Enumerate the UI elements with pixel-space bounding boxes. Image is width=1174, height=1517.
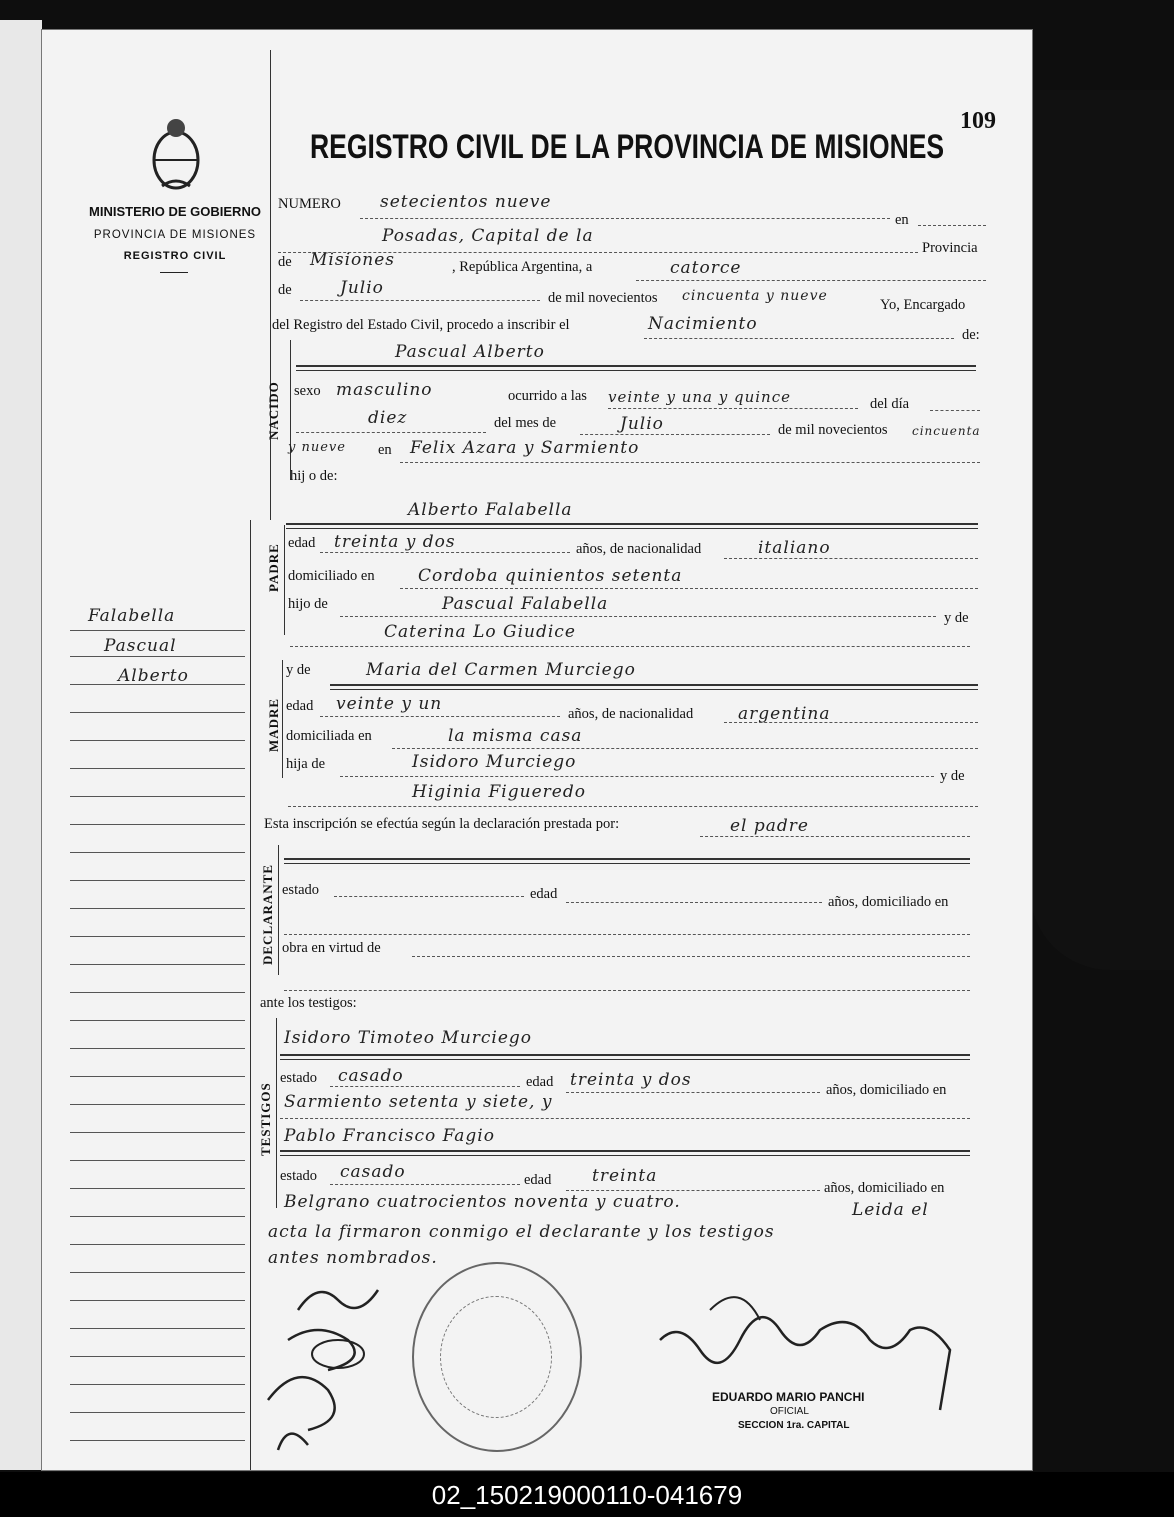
value-testigo1: Isidoro Timoteo Murciego	[284, 1028, 533, 1048]
document-id: 02_150219000110-041679	[431, 1480, 743, 1510]
label-de-mil2: de mil novecientos	[778, 422, 888, 438]
margin-note-surname: Falabella	[88, 606, 176, 626]
value-madre-nac: argentina	[738, 704, 831, 724]
officer-name: EDUARDO MARIO PANCHI	[712, 1390, 865, 1404]
value-cierre2: acta la firmaron conmigo el declarante y los testigos	[268, 1222, 775, 1242]
value-madre-edad: veinte y un	[336, 694, 443, 714]
value-padre-domicilio: Cordoba quinientos setenta	[418, 566, 683, 586]
label-anos-nac-madre: años, de nacionalidad	[568, 706, 694, 722]
value-cierre1: Leida el	[852, 1200, 929, 1220]
value-nombre: Pascual Alberto	[395, 342, 545, 362]
ministry-province: PROVINCIA DE MISIONES	[93, 229, 257, 241]
label-de-colon: de:	[962, 327, 980, 343]
witness-signatures-icon	[258, 1280, 408, 1460]
section-testigos: TESTIGOS	[258, 1082, 273, 1156]
value-dia: catorce	[670, 258, 742, 278]
label-provincia: Provincia	[922, 240, 978, 256]
left-page-edge	[0, 20, 42, 1470]
section-padre: PADRE	[266, 543, 281, 592]
value-anio-nac-a: cincuenta	[912, 424, 981, 438]
value-dia-nac: diez	[368, 408, 408, 428]
label-numero: NUMERO	[278, 196, 341, 212]
label-dom-t2: años, domiciliado en	[824, 1180, 945, 1196]
value-numero: setecientos nueve	[380, 192, 552, 212]
value-padre-y-de: Caterina Lo Giudice	[384, 622, 576, 642]
value-padre-hijo-de: Pascual Falabella	[442, 594, 609, 614]
value-madre-y-de: Higinia Figueredo	[412, 782, 586, 802]
main-rule-lower	[250, 520, 251, 1470]
label-del-mes: del mes de	[494, 415, 557, 431]
value-testigo2-edad: treinta	[592, 1166, 658, 1186]
officer-section: SECCION 1ra. CAPITAL	[738, 1420, 850, 1431]
value-testigo1-edad: treinta y dos	[570, 1070, 692, 1090]
label-de-mil: de mil novecientos	[548, 290, 658, 306]
label-republica: , República Argentina, a	[452, 259, 593, 275]
register-page	[42, 30, 1032, 1470]
label-hijo-de: hij o de:	[290, 468, 338, 484]
label-estado-declarante: estado	[282, 882, 320, 898]
value-provincia: Misiones	[310, 250, 395, 270]
value-padre-nombre: Alberto Falabella	[408, 500, 573, 520]
value-madre-nombre: Maria del Carmen Murciego	[366, 660, 636, 680]
main-rule	[270, 50, 271, 520]
folio-number: 109	[960, 108, 996, 134]
label-en2: en	[378, 442, 392, 458]
value-testigo1-domicilio: Sarmiento setenta y siete, y	[284, 1092, 553, 1112]
label-edad-declarante: edad	[530, 886, 558, 902]
value-madre-hija-de: Isidoro Murciego	[412, 752, 577, 772]
label-domiciliada-madre: domiciliada en	[286, 728, 372, 744]
label-anos-nac-padre: años, de nacionalidad	[576, 541, 702, 557]
label-edad-t1: edad	[526, 1074, 554, 1090]
page-title: REGISTRO CIVIL DE LA PROVINCIA DE MISIONES	[310, 128, 945, 166]
label-ocurrido: ocurrido a las	[508, 388, 587, 404]
value-padre-nac: italiano	[758, 538, 831, 558]
officer-role: OFICIAL	[770, 1406, 809, 1417]
value-mes: Julio	[340, 278, 384, 298]
margin-note-name1: Pascual	[104, 636, 177, 656]
label-y-de-madre: y de	[286, 662, 311, 678]
label-edad-t2: edad	[524, 1172, 552, 1188]
value-sexo: masculino	[336, 380, 433, 400]
section-declarante: DECLARANTE	[260, 863, 275, 965]
value-anio: cincuenta y nueve	[682, 288, 828, 304]
label-de2: de	[278, 282, 292, 298]
value-cierre3: antes nombrados.	[268, 1248, 438, 1268]
label-domiciliado-padre: domiciliado en	[288, 568, 375, 584]
ministry-name: MINISTERIO DE GOBIERNO	[89, 204, 261, 219]
value-lugar: Posadas, Capital de la	[382, 226, 594, 246]
coat-of-arms-icon	[148, 116, 204, 194]
value-hora: veinte y una y quince	[608, 388, 791, 406]
label-ante-testigos: ante los testigos:	[260, 995, 357, 1011]
ministry-registry: REGISTRO CIVIL	[123, 250, 227, 262]
label-edad-madre: edad	[286, 698, 314, 714]
seal-center-icon	[440, 1296, 552, 1418]
value-testigo1-estado: casado	[338, 1066, 404, 1086]
ministry-divider	[160, 272, 188, 273]
label-del-registro: del Registro del Estado Civil, procedo a inscribir el	[272, 317, 570, 333]
value-declarante: el padre	[730, 816, 809, 836]
section-nacido: NACIDO	[266, 381, 281, 440]
value-testigo2: Pablo Francisco Fagio	[284, 1126, 495, 1146]
label-domiciliado-declarante: años, domiciliado en	[828, 894, 949, 910]
value-testigo2-estado: casado	[340, 1162, 406, 1182]
label-estado-t1: estado	[280, 1070, 318, 1086]
value-anio-nac-b: y nueve	[288, 440, 346, 455]
label-de: de	[278, 254, 292, 270]
label-yo: Yo, Encargado	[880, 297, 966, 313]
label-obra: obra en virtud de	[282, 940, 381, 956]
label-sexo: sexo	[294, 383, 321, 399]
value-padre-edad: treinta y dos	[334, 532, 456, 552]
footer-bar	[0, 1472, 1174, 1517]
label-dom-t1: años, domiciliado en	[826, 1082, 947, 1098]
label-hija-de: hija de	[286, 756, 326, 772]
value-testigo2-domicilio: Belgrano cuatrocientos noventa y cuatro.	[284, 1192, 681, 1212]
label-edad-padre: edad	[288, 535, 316, 551]
value-mes-nac: Julio	[620, 414, 664, 434]
value-acto: Nacimiento	[648, 314, 758, 334]
label-inscripcion: Esta inscripción se efectúa según la declaración prestada por:	[264, 816, 620, 832]
margin-note-name2: Alberto	[118, 666, 189, 686]
label-estado-t2: estado	[280, 1168, 318, 1184]
value-lugar-nac: Felix Azara y Sarmiento	[410, 438, 640, 458]
label-y-de-madre2: y de	[940, 768, 965, 784]
background-object	[1030, 90, 1174, 970]
label-y-de-padre: y de	[944, 610, 969, 626]
value-madre-domicilio: la misma casa	[448, 726, 583, 746]
label-del-dia: del día	[870, 396, 910, 412]
label-hijo-de-padre: hijo de	[288, 596, 328, 612]
section-madre: MADRE	[266, 697, 281, 752]
label-en: en	[895, 212, 909, 228]
